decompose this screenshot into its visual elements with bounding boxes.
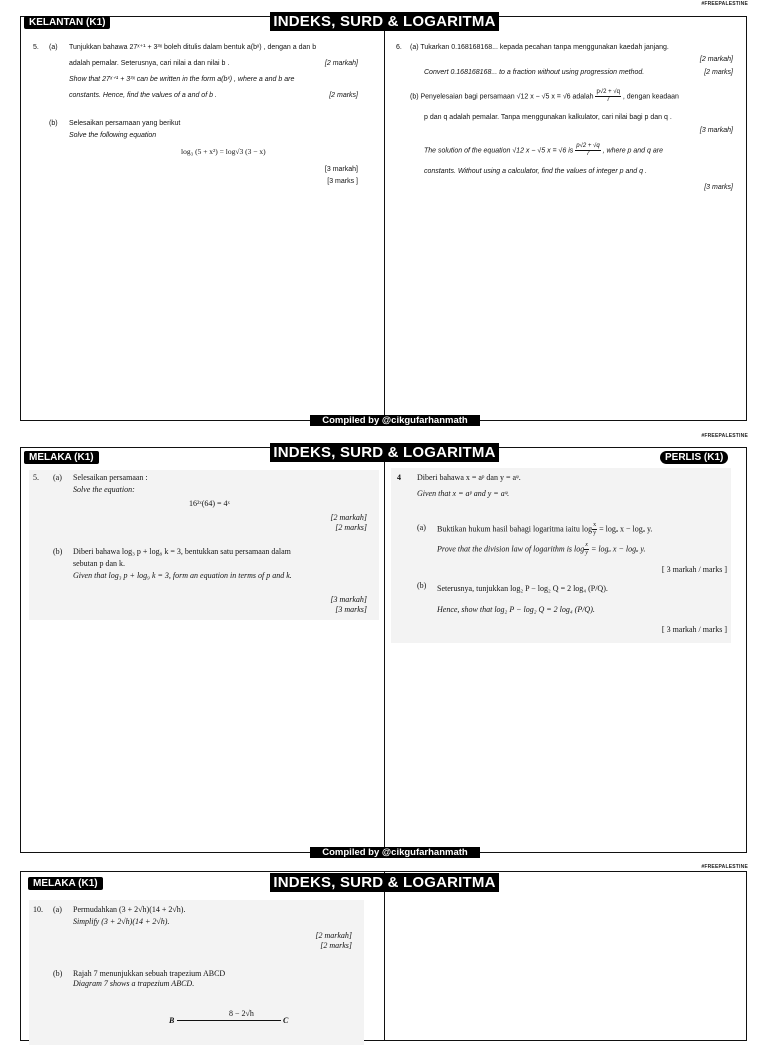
text-line: Diberi bahawa x = aᵖ dan y = aᵠ. — [417, 473, 521, 482]
text-line: = logₐ x − logₐ y. — [597, 524, 653, 534]
tag-text: #FREEPALESTINE — [701, 1, 748, 7]
page-title: INDEKS, SURD & LOGARITMA — [270, 12, 499, 31]
text-line: Diagram 7 shows a trapezium ABCD. — [73, 979, 195, 988]
text-line: Tunjukkan bahawa 27ˣ⁺¹ + 3³ˣ boleh ditulis dalam bentuk a(bˣ) , dengan a dan b — [69, 44, 317, 51]
fraction-denominator: 7 — [606, 97, 610, 103]
state-badge: KELANTAN (K1) — [24, 16, 110, 29]
trapezium-top-edge — [177, 1020, 281, 1021]
marks: [3 markah] — [330, 595, 367, 604]
text-line: Permudahkan (3 + 2√h)(14 + 2√h). — [73, 905, 186, 914]
equation: 16²ˣ(64) = 4ˣ — [189, 499, 230, 508]
question-number: 5. — [33, 44, 39, 51]
text-line: The solution of the equation √12 x − √5 x = √6 is — [424, 147, 574, 155]
state-badge: MELAKA (K1) — [24, 451, 99, 464]
text-line: Hence, show that log₂ P − log₂ Q = 2 log₄ (P/Q). — [437, 605, 595, 614]
marks: [2 marks] — [704, 69, 733, 76]
marks: [2 markah] — [699, 56, 733, 63]
question-number: 10. — [33, 905, 43, 914]
equation: log₃ (5 + x²) = log√3 (3 − x) — [181, 147, 266, 156]
question-4-perlis — [391, 468, 731, 643]
text-line: Selesaikan persamaan : — [73, 473, 148, 482]
marks: [3 marks] — [335, 605, 367, 614]
fraction — [595, 89, 620, 104]
text-line: constants. Without using a calculator, find the values of integer p and q . — [424, 168, 647, 175]
text-line: , dengan keadaan — [622, 93, 679, 101]
marks: [ 3 markah / marks ] — [661, 565, 727, 574]
question-6-kelantan — [394, 43, 739, 213]
fraction-denominator: 7 — [586, 151, 590, 157]
footer-credit: Compiled by @cikgufarhanmath — [310, 847, 480, 858]
state-badge: MELAKA (K1) — [28, 877, 103, 890]
part-label: (a) — [53, 473, 62, 482]
marks: [2 marks] — [320, 941, 352, 950]
footer-credit: Compiled by @cikgufarhanmath — [310, 415, 480, 426]
part-label: (a) — [49, 44, 58, 51]
state-badge-right: PERLIS (K1) — [660, 451, 728, 464]
fraction — [575, 143, 600, 158]
marks: [2 marks] — [329, 92, 358, 99]
fraction-numerator: p√2 + √q — [576, 143, 600, 149]
text-line: = logₐ x − logₐ y. — [588, 544, 646, 554]
fraction: $\frac{x}{y}$ — [585, 542, 588, 556]
question-10-melaka — [29, 900, 364, 1045]
vertex-c-label: C — [283, 1016, 289, 1025]
text-line: Rajah 7 menunjukkan sebuah trapezium ABCD — [73, 969, 226, 978]
marks: [2 markah] — [330, 513, 367, 522]
fraction: $\frac{x}{y}$ — [593, 522, 597, 536]
marks: [3 marks] — [704, 184, 733, 191]
text-line: constants. Hence, find the values of a and of b . — [69, 92, 217, 99]
page-2 — [20, 447, 747, 853]
part-label: (a) — [53, 905, 62, 914]
vertex-b-label: B — [169, 1016, 175, 1025]
page-title: INDEKS, SURD & LOGARITMA — [270, 873, 499, 892]
column-divider — [384, 872, 385, 1040]
text-line: Solve the equation: — [73, 485, 135, 494]
question-5-melaka — [29, 470, 379, 620]
question-number: 5. — [33, 473, 39, 482]
text-line: Show that 27ˣ⁺¹ + 3³ˣ can be written in the form a(bˣ) , where a and b are — [69, 76, 295, 83]
part-label: (b) — [49, 120, 58, 127]
tag-text: #FREEPALESTINE — [701, 864, 748, 870]
text-line: (a) Tukarkan 0.168168168... kepada pecahan tanpa menggunakan kaedah janjang. — [410, 44, 669, 51]
text-line: Prove that the division law of logarithm is log — [437, 544, 585, 554]
fraction-numerator: p√2 + √q — [596, 89, 620, 95]
marks: [2 markah] — [315, 931, 352, 940]
question-number: 6. — [396, 44, 402, 51]
marks: [3 markah] — [324, 166, 358, 173]
page-title: INDEKS, SURD & LOGARITMA — [270, 443, 499, 462]
text-line: Given that log₃ p + log₉ k = 3, form an equation in terms of p and k. — [73, 571, 292, 580]
text-line: Convert 0.168168168... to a fraction without using progression method. — [424, 69, 645, 76]
question-5-kelantan — [31, 43, 376, 213]
text-line: Solve the following equation — [69, 132, 157, 139]
text-line: Selesaikan persamaan yang berikut — [69, 120, 181, 127]
part-label: (b) — [417, 581, 427, 590]
page-1 — [20, 16, 747, 421]
text-line: Diberi bahawa log₃ p + log₉ k = 3, bentukkan satu persamaan dalam — [73, 547, 291, 556]
column-divider — [384, 17, 385, 420]
text-line: Simplify (3 + 2√h)(14 + 2√h). — [73, 917, 170, 926]
text-line: p dan q adalah pemalar. Tanpa menggunakan kalkulator, cari nilai bagi p dan q . — [424, 114, 672, 121]
text-line: adalah pemalar. Seterusnya, cari nilai a dan nilai b . — [69, 60, 230, 67]
part-label: (a) — [417, 523, 426, 532]
tag-text: #FREEPALESTINE — [701, 433, 748, 439]
column-divider — [384, 448, 385, 852]
part-label: (b) — [53, 969, 63, 978]
marks: [2 markah] — [324, 60, 358, 67]
page-3 — [20, 871, 747, 1041]
marks: [ 3 markah / marks ] — [661, 625, 727, 634]
text-line: Buktikan hukum hasil bahagi logaritma iaitu log — [437, 524, 593, 534]
marks: [3 markah] — [699, 127, 733, 134]
question-number: 4 — [397, 473, 401, 482]
marks: [3 marks ] — [327, 178, 358, 185]
text-line: Given that x = aᵖ and y = aᵠ. — [417, 489, 510, 498]
diagram-top-label: 8 − 2√h — [229, 1009, 254, 1018]
marks: [2 marks] — [335, 523, 367, 532]
text-line: (b) Penyelesaian bagi persamaan √12 x − √5 x = √6 adalah — [410, 93, 594, 101]
text-line: sebutan p dan k. — [73, 559, 125, 568]
part-label: (b) — [53, 547, 63, 556]
text-line: , where p and q are — [602, 147, 663, 155]
text-line: Seterusnya, tunjukkan log₂ P − log₂ Q = 2 log₄ (P/Q). — [437, 584, 608, 593]
